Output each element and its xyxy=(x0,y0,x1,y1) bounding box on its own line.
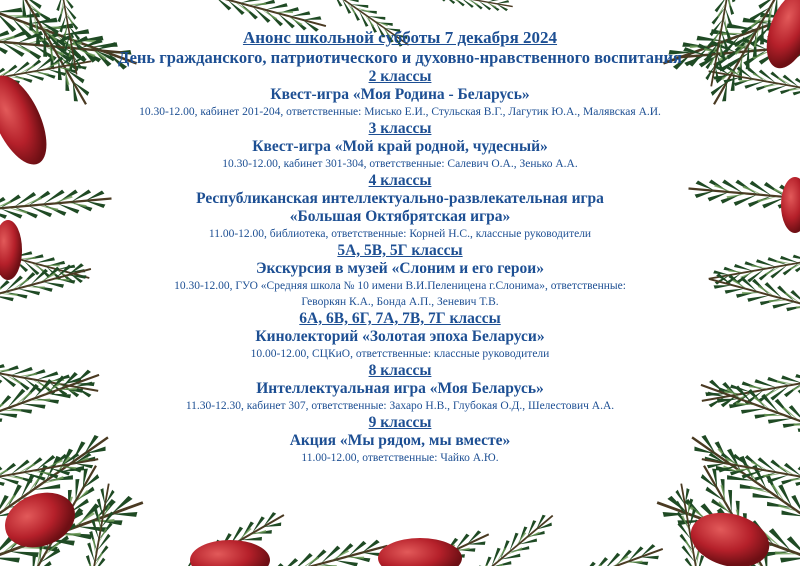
section-grade-2 xyxy=(0,68,800,120)
event-details-line-1: 10.30-12.00, ГУО «Средняя школа № 10 имени В.И.Пелениценa г.Слонима», ответственные: xyxy=(174,280,626,292)
event-title: Акция «Мы рядом, мы вместе» xyxy=(289,432,511,449)
section-grade-6-7 xyxy=(0,310,800,362)
section-grade-3 xyxy=(0,120,800,172)
announcement-subtitle: День гражданского, патриотического и духовно-нравственного воспитания xyxy=(118,48,682,67)
grade-heading: 4 классы xyxy=(368,172,432,189)
grade-heading: 9 классы xyxy=(368,414,432,431)
event-details: 10.00-12.00, СЦКиО, ответственные: классные руководители xyxy=(250,348,550,360)
grade-heading: 6А, 6В, 6Г, 7А, 7В, 7Г классы xyxy=(299,310,501,327)
section-grade-5 xyxy=(0,242,800,310)
event-details: 10.30-12.00, кабинет 301-304, ответственные: Салевич О.А., Зенько А.А. xyxy=(222,158,578,170)
grade-heading: 3 классы xyxy=(368,120,432,137)
event-title: Интеллектуальная игра «Моя Беларусь» xyxy=(256,380,544,397)
event-title-line-2: «Большая Октябрятская игра» xyxy=(289,208,511,225)
section-grade-4 xyxy=(0,172,800,242)
event-details: 11.00-12.00, ответственные: Чайко А.Ю. xyxy=(301,452,499,464)
grade-heading: 8 классы xyxy=(368,362,432,379)
event-details: 11.30-12.30, кабинет 307, ответственные: Захаро Н.В., Глубокая О.Д., Шелестович А.А. xyxy=(185,400,615,412)
grade-heading: 5А, 5В, 5Г классы xyxy=(337,242,463,259)
event-details-line-2: Геворкян К.А., Бонда А.П., Зеневич Т.В. xyxy=(301,296,499,308)
event-details: 11.00-12.00, библиотека, ответственные: Корней Н.С., классные руководители xyxy=(208,228,592,240)
berry-bottom-center xyxy=(378,538,462,566)
section-grade-9 xyxy=(0,414,800,466)
event-title: Квест-игра «Мой край родной, чудесный» xyxy=(252,138,548,155)
berry-bottom-center-left xyxy=(190,540,270,566)
event-details: 10.30-12.00, кабинет 201-204, ответственные: Мисько Е.И., Стульская В.Г., Лагутик Ю.А., Малявская А.И. xyxy=(139,106,661,118)
event-title: Кинолекторий «Золотая эпоха Беларуси» xyxy=(255,328,545,345)
grade-heading: 2 классы xyxy=(368,68,432,85)
event-title: Экскурсия в музей «Слоним и его герои» xyxy=(256,260,544,277)
event-title-line-1: Республиканская интеллектуально-развлекательная игра xyxy=(196,190,604,207)
announcement-content xyxy=(0,28,800,466)
event-title: Квест-игра «Моя Родина - Беларусь» xyxy=(270,86,530,103)
section-grade-8 xyxy=(0,362,800,414)
announcement-title: Анонс школьной субботы 7 декабря 2024 xyxy=(242,28,558,47)
